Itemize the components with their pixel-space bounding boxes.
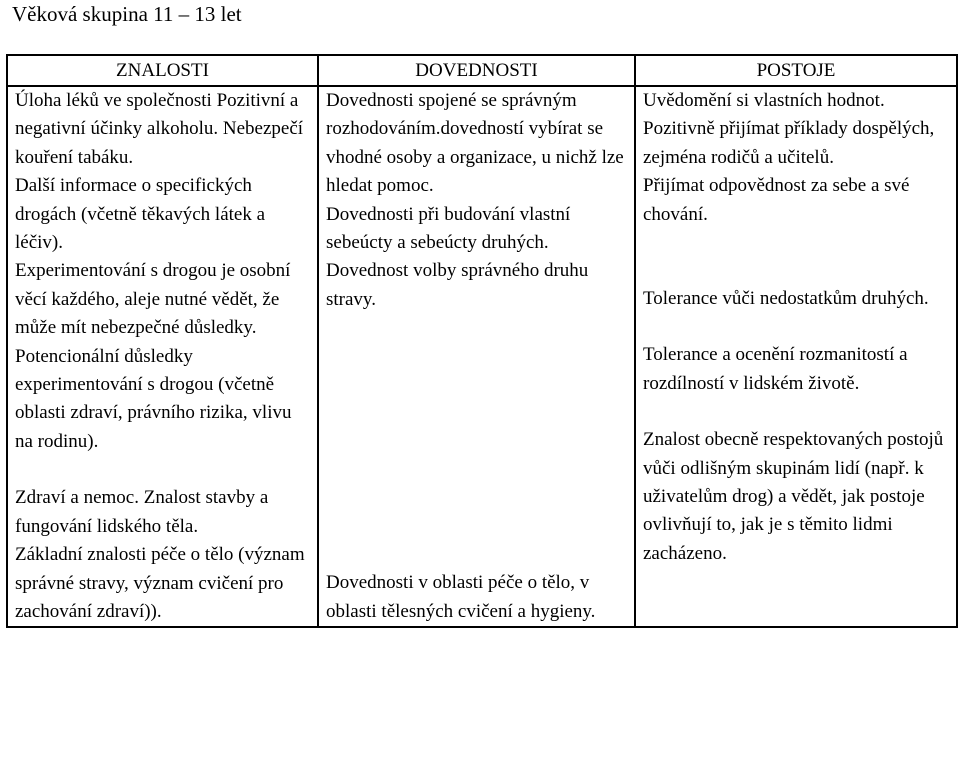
attitudes-item: Pozitivně přijímat příklady dospělých, zejména rodičů a učitelů. bbox=[643, 118, 935, 168]
knowledge-item: Potencionální důsledky experimentování s drogou (včetně oblasti zdraví, právního rizika, vlivu na rodinu). bbox=[15, 345, 292, 452]
skills-item: Dovednost volby správného druhu stravy. bbox=[326, 260, 589, 310]
header-attitudes: POSTOJE bbox=[635, 55, 957, 86]
knowledge-item: Zdraví a nemoc. Znalost stavby a fungování lidského těla. bbox=[15, 487, 269, 537]
knowledge-item: Úloha léků ve společnosti Pozitivní a negativní účinky alkoholu. Nebezpečí kouření tabáku. bbox=[15, 90, 304, 168]
spacer bbox=[643, 398, 952, 426]
skills-item: Dovednosti v oblasti péče o tělo, v oblasti tělesných cvičení a hygieny. bbox=[326, 572, 596, 622]
skills-item: Dovednosti spojené se správným rozhodováním.dovedností vybírat se vhodné osoby a organizace, u nichž lze hledat pomoc. bbox=[326, 90, 624, 197]
attitudes-item: Znalost obecně respektovaných postojů vůči odlišným skupinám lidí (např. k uživatelům drog) a vědět, jak postoje ovlivňují to, jak je s těmito lidmi zacházeno. bbox=[643, 429, 944, 564]
knowledge-item: Základní znalosti péče o tělo (význam správné stravy, význam cvičení pro zachování zdraví)). bbox=[15, 544, 305, 622]
spacer bbox=[643, 313, 952, 341]
table-row bbox=[7, 86, 957, 627]
page-title: Věková skupina 11 – 13 let bbox=[12, 2, 242, 26]
attitudes-item: Přijímat odpovědnost za sebe a své chování. bbox=[643, 175, 910, 225]
header-skills: DOVEDNOSTI bbox=[318, 55, 635, 86]
spacer bbox=[643, 229, 952, 285]
attitudes-item: Uvědomění si vlastních hodnot. bbox=[643, 90, 885, 111]
table-header-row bbox=[7, 55, 957, 86]
spacer bbox=[15, 456, 313, 484]
attitudes-item: Tolerance a ocenění rozmanitostí a rozdílností v lidském životě. bbox=[643, 344, 908, 394]
spacer bbox=[326, 314, 630, 569]
skills-cell bbox=[318, 86, 635, 627]
knowledge-item: Experimentování s drogou je osobní věcí každého, aleje nutné vědět, že může mít nebezpečné důsledky. bbox=[15, 260, 291, 339]
header-knowledge: ZNALOSTI bbox=[7, 55, 318, 86]
attitudes-item: Tolerance vůči nedostatkům druhých. bbox=[643, 288, 929, 310]
knowledge-item: Další informace o specifických drogách (včetně těkavých látek a léčiv). bbox=[15, 175, 266, 254]
curriculum-table bbox=[6, 54, 958, 628]
knowledge-cell bbox=[7, 86, 318, 627]
attitudes-cell bbox=[635, 86, 957, 627]
skills-item: Dovednosti při budování vlastní sebeúcty a sebeúcty druhých. bbox=[326, 203, 571, 254]
